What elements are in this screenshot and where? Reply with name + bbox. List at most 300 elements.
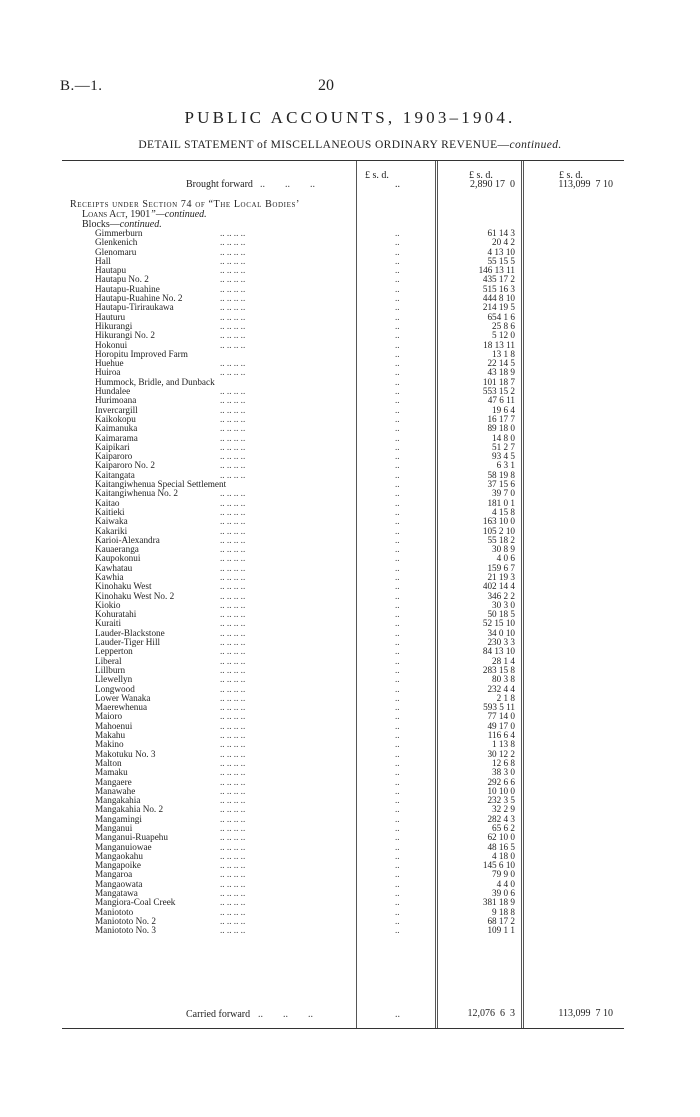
block-amount: 30 3 0 — [492, 599, 515, 610]
block-amount: 37 15 6 — [487, 479, 515, 490]
col1-dots: .. — [395, 757, 400, 768]
col1-dots: .. — [395, 823, 400, 833]
block-amount: 22 14 5 — [487, 358, 515, 369]
block-amount: 292 6 6 — [487, 776, 515, 787]
block-amount: 47 6 11 — [487, 395, 515, 406]
col1-dots: .. — [395, 683, 400, 694]
table-row — [62, 638, 624, 647]
block-amount: 4 4 0 — [496, 878, 515, 889]
block-amount: 79 9 0 — [492, 869, 515, 880]
block-name: Gimmerburn — [95, 228, 143, 238]
block-name: Huehue — [95, 358, 124, 369]
col1-dots: .. — [395, 311, 400, 322]
block-name: Mangakahia No. 2 — [95, 804, 164, 815]
leader-dots: .. .. .. .. — [220, 283, 246, 294]
block-amount: 58 19 8 — [487, 469, 515, 480]
column-header-3: £ s. d. — [559, 170, 583, 181]
table-row — [62, 880, 624, 889]
leader-dots: .. .. .. .. — [220, 506, 246, 517]
table-row — [62, 870, 624, 879]
block-list — [62, 229, 624, 936]
col1-dots: .. — [395, 674, 400, 685]
block-amount: 55 18 2 — [487, 534, 515, 545]
col1-dots: .. — [395, 599, 400, 610]
col1-dots: .. — [395, 246, 400, 257]
col1-dots: .. — [395, 386, 400, 397]
block-name: Kaitangiwhenua Special Settlement — [95, 479, 227, 490]
leader-dots: .. .. .. .. — [220, 804, 246, 815]
table-row — [62, 657, 624, 666]
leader-dots: .. .. .. .. — [220, 404, 246, 415]
block-name: Kinohaku West No. 2 — [95, 590, 175, 601]
block-name: Hauturu — [95, 311, 126, 322]
col1-dots: .. — [395, 506, 400, 517]
block-amount: 34 0 10 — [487, 627, 515, 638]
col1-dots: .. — [395, 702, 400, 713]
col1-dots: .. — [395, 832, 400, 843]
subtitle-continued: continued. — [509, 139, 562, 151]
block-name: Hummock, Bridle, and Dunback — [95, 376, 215, 387]
table-row — [62, 238, 624, 247]
table-row — [62, 815, 624, 824]
table-row — [62, 536, 624, 545]
table-row — [62, 778, 624, 787]
leader-dots: .. .. .. .. — [220, 339, 246, 350]
section-heading-line1: Receipts under Section 74 of “The Local Bodies’ — [70, 199, 300, 210]
table-row — [62, 461, 624, 470]
block-name: Lauder-Blackstone — [95, 627, 165, 638]
block-amount: 84 13 10 — [482, 646, 515, 657]
revenue-table — [62, 160, 624, 1029]
col1-dots: .. — [395, 590, 400, 601]
col1-dots: .. — [395, 395, 400, 406]
leader-dots: .. .. .. .. — [220, 609, 246, 620]
leader-dots: .. .. .. .. — [220, 330, 246, 341]
leader-dots: .. .. .. .. — [220, 618, 246, 629]
leader-dots: .. .. .. .. — [220, 860, 246, 871]
block-amount: 28 1 4 — [492, 655, 515, 666]
table-row — [62, 926, 624, 935]
block-amount: 6 3 1 — [496, 460, 515, 471]
statement-subtitle — [0, 139, 700, 151]
table-row — [62, 257, 624, 266]
block-amount: 232 3 5 — [487, 795, 515, 806]
col1-dots: .. — [395, 915, 400, 926]
leader-dots: .. .. .. .. — [220, 878, 246, 889]
block-name: Hundalee — [95, 386, 131, 397]
table-row — [62, 406, 624, 415]
col1-dots: .. — [395, 562, 400, 573]
table-row — [62, 424, 624, 433]
leader-dots: .. .. .. .. — [220, 869, 246, 880]
col1-dots: .. — [395, 804, 400, 815]
leader-dots: .. .. .. .. — [220, 246, 246, 257]
col1-dots: .. — [395, 925, 400, 936]
block-amount: 52 15 10 — [482, 618, 515, 629]
leader-dots: .. .. .. .. — [220, 386, 246, 397]
table-row — [62, 508, 624, 517]
block-amount: 77 14 0 — [487, 711, 515, 722]
leader-dots: .. .. .. .. — [220, 683, 246, 694]
col1-dots: .. — [395, 479, 400, 490]
block-amount: 282 4 3 — [487, 813, 515, 824]
page-number: 20 — [318, 77, 334, 94]
carried-forward-col2: 12,076 6 3 — [467, 1008, 515, 1019]
table-row — [62, 387, 624, 396]
table-row — [62, 499, 624, 508]
block-amount: 553 15 2 — [482, 386, 515, 397]
table-row — [62, 722, 624, 731]
leader-dots: .. .. .. .. — [220, 228, 246, 238]
leader-dots: .. .. .. .. — [220, 516, 246, 527]
leader-dots: .. .. .. .. — [220, 367, 246, 378]
block-amount: 20 4 2 — [492, 237, 515, 248]
block-amount: 80 3 8 — [492, 674, 515, 685]
leader-dots: .. .. .. .. — [220, 553, 246, 564]
block-amount: 89 18 0 — [487, 423, 515, 434]
table-row — [62, 601, 624, 610]
table-row — [62, 359, 624, 368]
col1-dots: .. — [395, 655, 400, 666]
col1-dots: .. — [395, 228, 400, 238]
col1-dots: .. — [395, 404, 400, 415]
block-amount: 116 6 4 — [487, 730, 515, 741]
block-amount: 283 15 8 — [482, 664, 515, 675]
leader-dots: .. .. .. .. — [220, 637, 246, 648]
block-name: Mangaroa — [95, 869, 133, 880]
col1-dots: .. — [395, 423, 400, 434]
block-name: Maerewhenua — [95, 702, 148, 713]
carried-forward-label: Carried forward — [186, 1009, 251, 1020]
col1-dots: .. — [395, 348, 400, 359]
block-amount: 4 13 10 — [487, 246, 515, 257]
block-name: Maniototo No. 2 — [95, 915, 156, 926]
leader-dots: .. .. .. .. — [220, 925, 246, 936]
block-name: Kawhia — [95, 571, 124, 582]
leader-dots: .. .. .. .. — [220, 497, 246, 508]
col1-dots: .. — [395, 469, 400, 480]
col1-dots: .. — [395, 618, 400, 629]
page-reference: B.—1. — [60, 78, 103, 94]
page-title: PUBLIC ACCOUNTS, 1903–1904. — [184, 108, 516, 127]
block-amount: 159 6 7 — [487, 562, 515, 573]
block-name: Mangatawa — [95, 888, 138, 899]
block-amount: 68 17 2 — [487, 915, 515, 926]
table-row — [62, 647, 624, 656]
leader-dots: .. .. .. .. — [220, 627, 246, 638]
block-amount: 38 3 0 — [492, 767, 515, 778]
table-row — [62, 378, 624, 387]
block-amount: 21 19 3 — [487, 571, 515, 582]
leader-dots: .. .. .. .. — [220, 460, 246, 471]
col1-dots: .. — [395, 460, 400, 471]
block-amount: 10 10 0 — [487, 785, 515, 796]
leader-dots: .. .. .. .. — [220, 544, 246, 555]
col1-dots: .. — [395, 497, 400, 508]
col1-dots: .. — [395, 711, 400, 722]
block-name: Mangamingi — [95, 813, 142, 824]
block-name: Maioro — [95, 711, 123, 722]
leader-dots: .. .. .. .. — [220, 413, 246, 424]
leader-dots: .. .. .. .. — [220, 897, 246, 908]
col1-dots: .. — [395, 850, 400, 861]
block-amount: 105 2 10 — [482, 525, 515, 536]
block-amount: 435 17 2 — [482, 274, 515, 285]
block-name: Huiroa — [95, 367, 121, 378]
leader-dots: .. .. .. .. — [220, 785, 246, 796]
leader-dots: .. .. .. .. — [220, 423, 246, 434]
col1-dots: .. — [395, 413, 400, 424]
block-name: Kuraiti — [95, 618, 122, 629]
block-name: Kaitangiwhenua No. 2 — [95, 488, 178, 499]
table-row — [62, 592, 624, 601]
block-name: Invercargill — [95, 404, 138, 415]
table-row — [62, 331, 624, 340]
block-amount: 230 3 3 — [487, 637, 515, 648]
leader-dots: .. .. .. .. — [220, 488, 246, 499]
block-name: Mangaokahu — [95, 850, 143, 861]
block-name: Horopitu Improved Farm — [95, 348, 188, 359]
table-row — [62, 248, 624, 257]
col1-dots: .. — [395, 367, 400, 378]
col1-dots: .. — [395, 237, 400, 248]
block-amount: 654 1 6 — [487, 311, 515, 322]
table-row — [62, 489, 624, 498]
col1-dots: .. — [395, 553, 400, 564]
leader-dots: .. .. .. .. — [220, 823, 246, 833]
leader-dots: .. .. .. .. — [220, 395, 246, 406]
column-header-1: £ s. d. — [365, 170, 389, 181]
block-name: Hautapu — [95, 265, 127, 276]
leader-dots: .. .. .. .. — [220, 571, 246, 582]
col1-dots: .. — [395, 488, 400, 499]
block-name: Kaiparoro — [95, 451, 133, 462]
leader-dots: .. .. .. .. — [220, 915, 246, 926]
table-row — [62, 350, 624, 359]
block-name: Manganui — [95, 823, 133, 833]
col1-dots: .. — [395, 358, 400, 369]
block-amount: 50 18 5 — [487, 609, 515, 620]
brought-forward-label: Brought forward — [186, 179, 253, 190]
block-amount: 4 18 0 — [492, 850, 515, 861]
table-row — [62, 666, 624, 675]
column-header-2: £ s. d. — [469, 170, 493, 181]
leader-dots: .. .. .. .. — [220, 311, 246, 322]
leader-dots: .. .. .. .. — [220, 534, 246, 545]
block-name: Maniototo — [95, 906, 134, 917]
leader-dots: .. .. .. .. — [220, 702, 246, 713]
block-amount: 43 18 9 — [487, 367, 515, 378]
leader-dots: .. .. .. .. — [220, 739, 246, 750]
col1-dots: .. — [395, 646, 400, 657]
col1-dots: .. — [395, 637, 400, 648]
block-name: Hikurangi No. 2 — [95, 330, 155, 341]
block-name: Hautapu-Tiriraukawa — [95, 302, 174, 313]
block-name: Kakariki — [95, 525, 128, 536]
col1-dots: .. — [395, 255, 400, 266]
block-name: Kaitao — [95, 497, 120, 508]
table-row — [62, 303, 624, 312]
block-amount: 93 4 5 — [492, 451, 515, 462]
col1-dots: .. — [395, 730, 400, 741]
block-name: Malton — [95, 757, 122, 768]
leader-dots: .. .. .. .. — [220, 720, 246, 731]
block-amount: 55 15 5 — [487, 255, 515, 266]
col1-dots: .. — [395, 692, 400, 703]
carried-forward-col3: 113,099 7 10 — [558, 1008, 613, 1019]
col1-dots: .. — [395, 265, 400, 276]
col1-dots: .. — [395, 441, 400, 452]
col1-dots: .. — [395, 897, 400, 908]
block-amount: 109 1 1 — [487, 925, 515, 936]
block-name: Lauder-Tiger Hill — [95, 637, 161, 648]
block-name: Karioi-Alexandra — [95, 534, 160, 545]
block-name: Makotuku No. 3 — [95, 748, 156, 759]
block-name: Kaiwaka — [95, 516, 128, 527]
col1-dots: .. — [395, 813, 400, 824]
leader-dots: .. .. .. .. — [220, 888, 246, 899]
table-row — [62, 675, 624, 684]
block-amount: 65 6 2 — [492, 823, 515, 833]
blocks-continued: continued. — [119, 219, 162, 230]
col1-dots: .. — [395, 376, 400, 387]
table-row — [62, 712, 624, 721]
block-amount: 444 8 10 — [482, 293, 515, 304]
block-amount: 30 8 9 — [492, 544, 515, 555]
table-row — [62, 861, 624, 870]
block-name: Kaiparoro No. 2 — [95, 460, 155, 471]
block-amount: 1 13 8 — [492, 739, 515, 750]
block-name: Hurimoana — [95, 395, 137, 406]
table-row — [62, 703, 624, 712]
block-name: Kaikokopu — [95, 413, 136, 424]
blocks-label: Blocks— — [82, 219, 120, 230]
col1-dots: .. — [395, 906, 400, 917]
table-row — [62, 554, 624, 563]
table-row — [62, 415, 624, 424]
col1-dots: .. — [395, 748, 400, 759]
block-amount: 381 18 9 — [482, 897, 515, 908]
block-name: Kauaeranga — [95, 544, 139, 555]
table-row — [62, 768, 624, 777]
col1-dots: .. — [395, 320, 400, 331]
leader-dots: .. .. .. .. — [220, 850, 246, 861]
col1-dots: .. — [395, 841, 400, 852]
block-name: Manganui-Ruapehu — [95, 832, 168, 843]
brought-forward-col1: .. — [395, 179, 400, 190]
leader-dots: .. .. .. .. — [220, 265, 246, 276]
leader-dots: .. .. .. .. — [220, 692, 246, 703]
block-amount: 5 12 0 — [492, 330, 515, 341]
block-amount: 62 10 0 — [487, 832, 515, 843]
block-name: Kaupokonui — [95, 553, 141, 564]
brought-forward-col3: 113,099 7 10 — [558, 179, 613, 190]
leader-dots: .. .. .. .. — [220, 525, 246, 536]
leader-dots: .. .. .. .. — [220, 655, 246, 666]
block-amount: 346 2 2 — [487, 590, 515, 601]
section-heading-continued: ”—continued. — [150, 209, 207, 220]
block-amount: 61 14 3 — [487, 228, 515, 238]
col1-dots: .. — [395, 860, 400, 871]
block-name: Kaimanuka — [95, 423, 138, 434]
col1-dots: .. — [395, 581, 400, 592]
table-row — [62, 517, 624, 526]
block-name: Makahu — [95, 730, 126, 741]
block-name: Mangaowata — [95, 878, 143, 889]
subtitle-main: DETAIL STATEMENT of MISCELLANEOUS ORDINARY REVENUE— — [138, 139, 510, 151]
table-row — [62, 610, 624, 619]
col1-dots: .. — [395, 571, 400, 582]
block-name: Hautapu-Ruahine No. 2 — [95, 293, 183, 304]
block-amount: 16 17 7 — [487, 413, 515, 424]
col1-dots: .. — [395, 776, 400, 787]
table-row — [62, 564, 624, 573]
leader-dots: .. .. .. .. — [220, 320, 246, 331]
block-name: Lower Wanaka — [95, 692, 151, 703]
leader-dots: .. .. .. .. — [220, 711, 246, 722]
leader-dots: .. .. .. .. — [220, 581, 246, 592]
col1-dots: .. — [395, 720, 400, 731]
block-amount: 145 6 10 — [482, 860, 515, 871]
block-name: Kaipikari — [95, 441, 130, 452]
col1-dots: .. — [395, 739, 400, 750]
block-amount: 163 10 0 — [482, 516, 515, 527]
table-row — [62, 313, 624, 322]
leader-dots: .. .. .. .. — [220, 451, 246, 462]
block-name: Longwood — [95, 683, 135, 694]
block-amount: 30 12 2 — [487, 748, 515, 759]
block-name: Lepperton — [95, 646, 133, 657]
brought-forward-col2: 2,890 17 0 — [470, 179, 515, 190]
table-row — [62, 843, 624, 852]
block-name: Kaitangata — [95, 469, 135, 480]
col1-dots: .. — [395, 795, 400, 806]
leader-dots: .. .. .. .. — [220, 599, 246, 610]
leader-dots: .. .. .. .. — [220, 832, 246, 843]
block-amount: 49 17 0 — [487, 720, 515, 731]
col1-dots: .. — [395, 293, 400, 304]
block-name: Mangaere — [95, 776, 132, 787]
leader-dots: .. .. .. .. — [220, 237, 246, 248]
block-name: Mamaku — [95, 767, 128, 778]
leader-dots: .. .. .. .. — [220, 358, 246, 369]
block-amount: 32 2 9 — [492, 804, 515, 815]
block-name: Manawahe — [95, 785, 136, 796]
block-amount: 101 18 7 — [482, 376, 515, 387]
col1-dots: .. — [395, 451, 400, 462]
block-amount: 181 0 1 — [487, 497, 515, 508]
table-row — [62, 805, 624, 814]
block-name: Glenomaru — [95, 246, 137, 257]
block-name: Makino — [95, 739, 124, 750]
block-amount: 12 6 8 — [492, 757, 515, 768]
col1-dots: .. — [395, 432, 400, 443]
leader-dots: .. .. .. .. — [220, 795, 246, 806]
block-name: Maniototo No. 3 — [95, 925, 156, 936]
block-name: Mahoenui — [95, 720, 133, 731]
table-row — [62, 759, 624, 768]
col1-dots: .. — [395, 534, 400, 545]
table-row — [62, 229, 624, 238]
col1-dots: .. — [395, 274, 400, 285]
block-amount: 48 16 5 — [487, 841, 515, 852]
block-amount: 51 2 7 — [492, 441, 515, 452]
block-amount: 9 18 8 — [492, 906, 515, 917]
leader-dots: .. .. .. .. — [220, 293, 246, 304]
table-row — [62, 750, 624, 759]
block-name: Mangapoike — [95, 860, 141, 871]
block-amount: 39 7 0 — [492, 488, 515, 499]
